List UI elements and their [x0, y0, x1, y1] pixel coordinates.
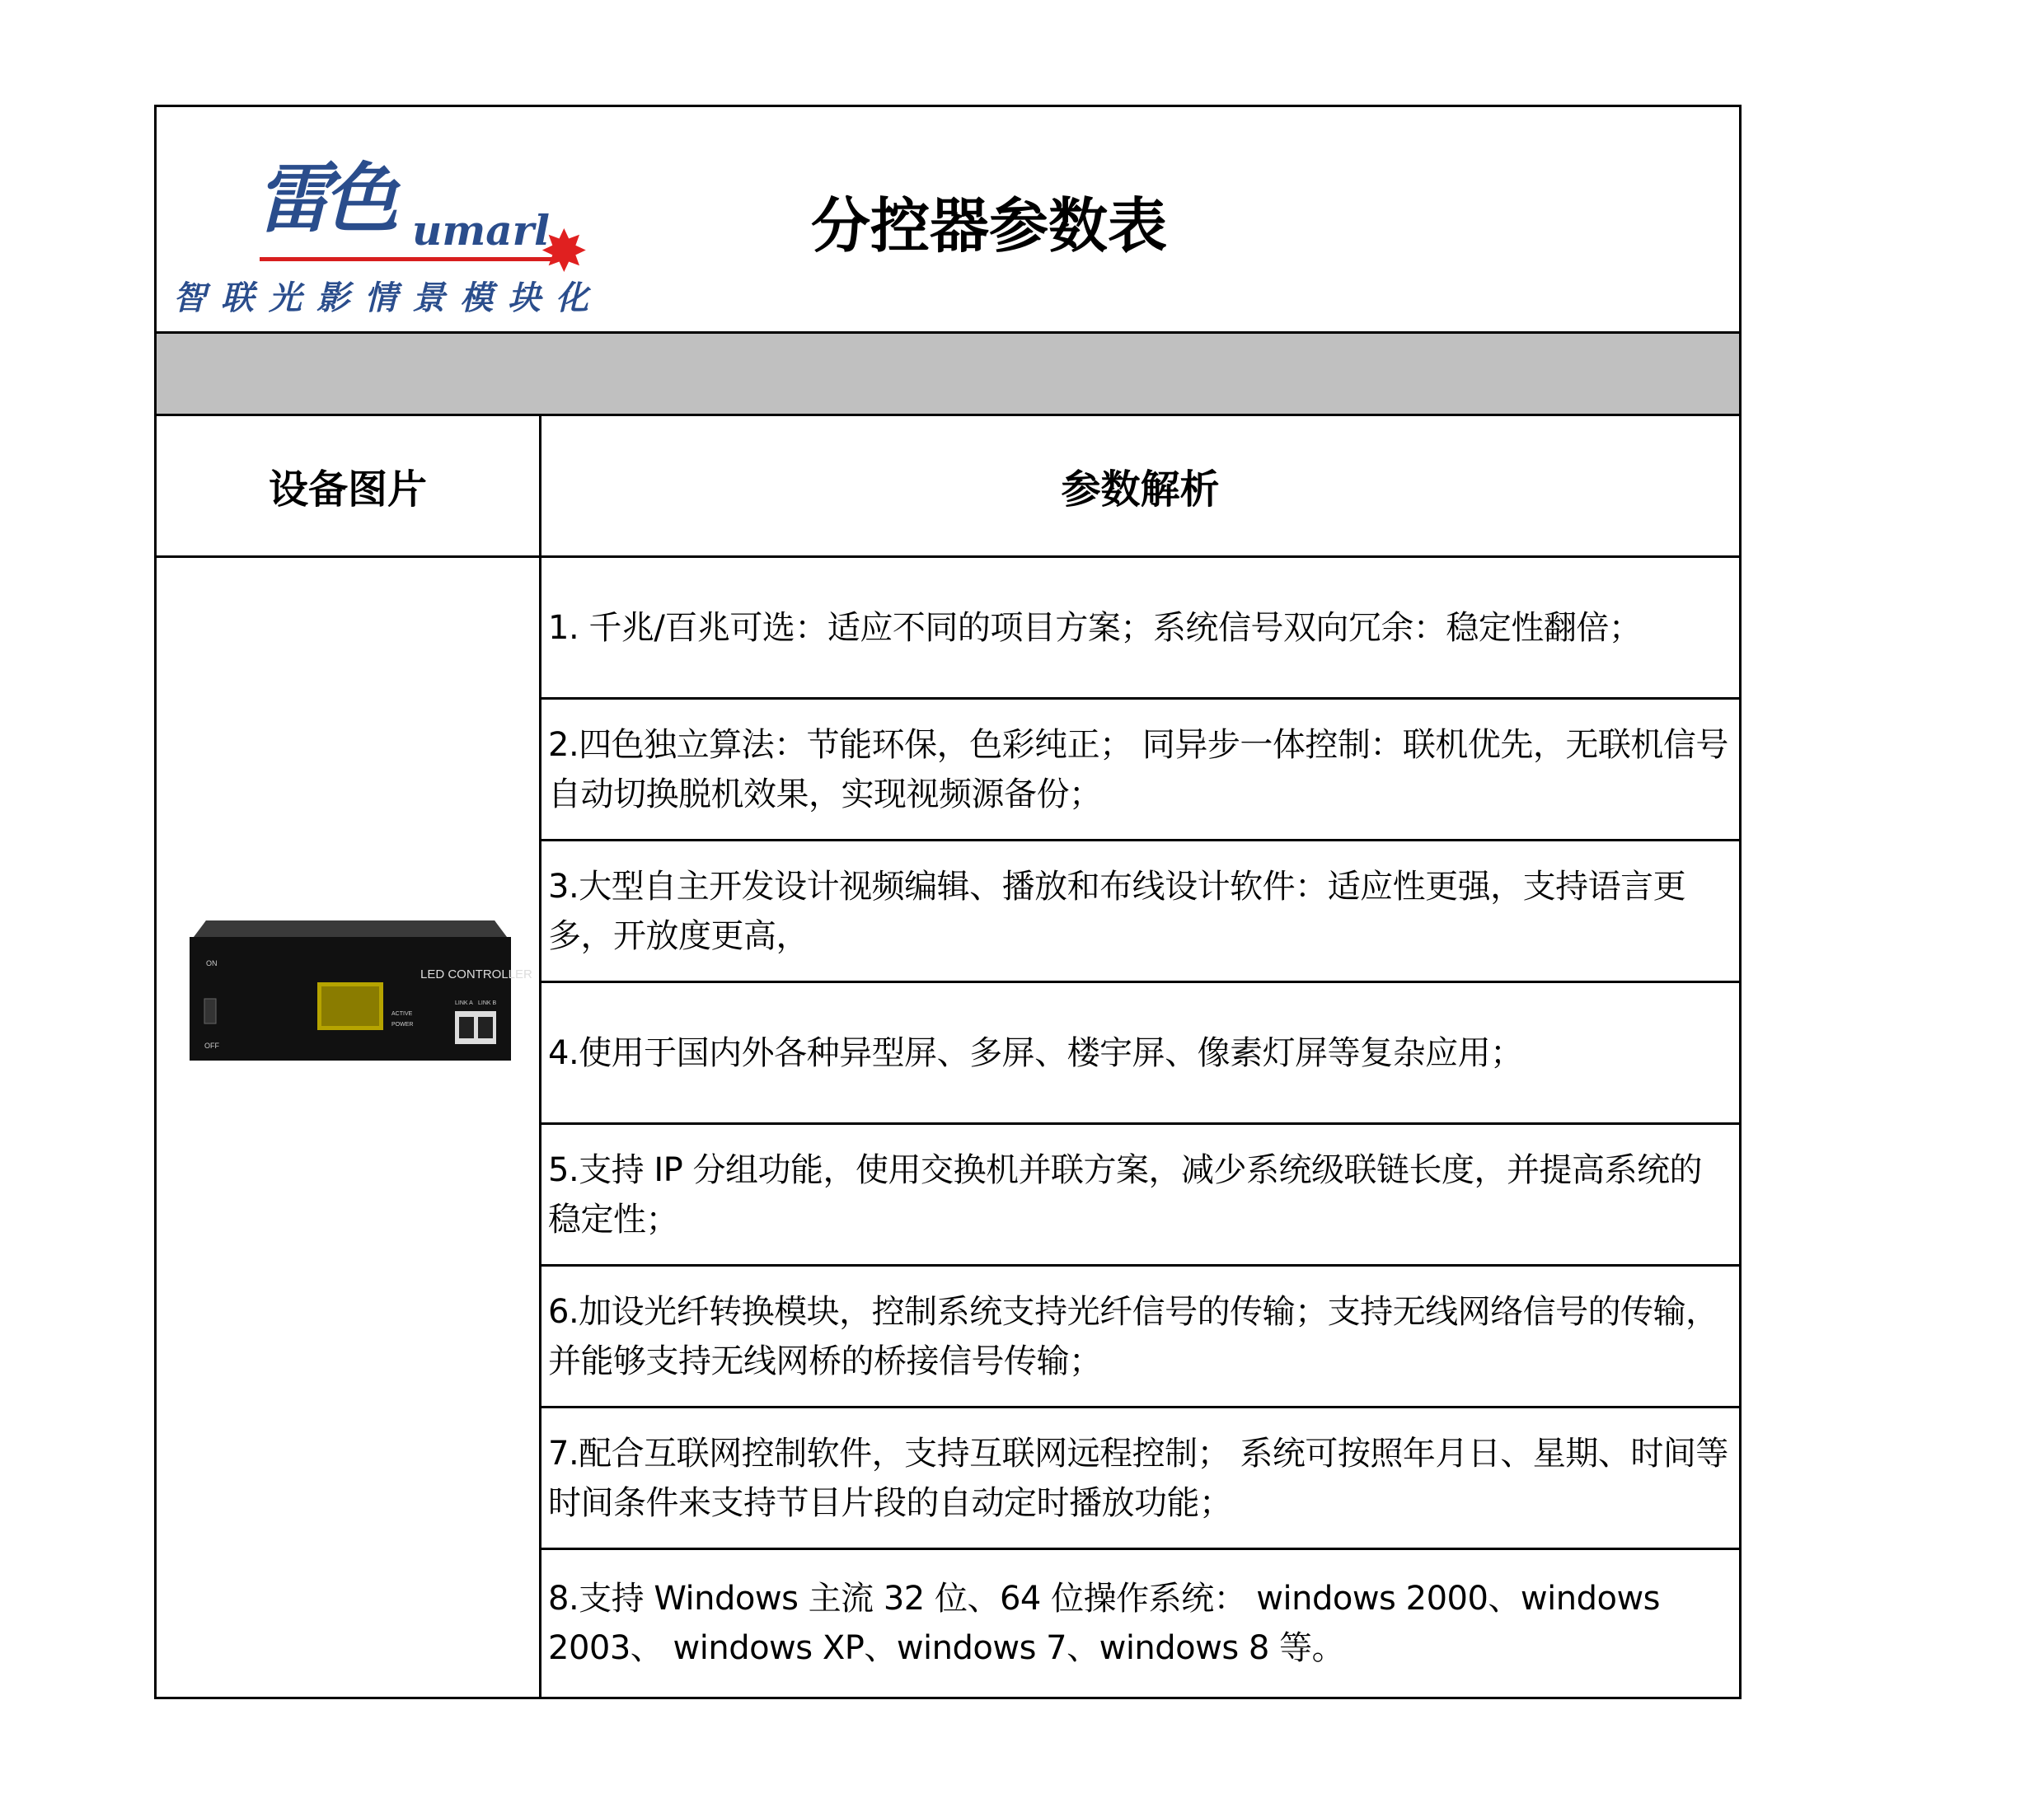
parameter-text: 3.大型自主开发设计视频编辑、播放和布线设计软件：适应性更强，支持语言更多，开放度更高， [548, 867, 1686, 955]
device-on-label: ON [206, 959, 218, 967]
parameter-row [541, 700, 1739, 841]
device-power-label: POWER [391, 1022, 414, 1028]
logo-red-line [260, 257, 565, 261]
parameter-text: 8.支持 Windows 主流 32 位、64 位操作系统： windows 2000、windows 2003、 windows XP、windows 7、windows 8 等。 [548, 1580, 1661, 1667]
device-image-cell [157, 558, 541, 1697]
sheet-header [157, 107, 1739, 334]
device-link-a-label: LINK A [455, 1000, 473, 1006]
parameter-row [541, 1550, 1739, 1697]
parameter-text: 2.四色独立算法：节能环保，色彩纯正； 同异步一体控制：联机优先，无联机信号自动切换脱机效果，实现视频源备份； [548, 725, 1728, 813]
parameter-row [541, 1408, 1739, 1550]
parameter-row [541, 983, 1739, 1125]
logo-slogan: 智联光影情景模块化 [173, 279, 603, 317]
parameter-rows [541, 558, 1739, 1697]
device-link-b-label: LINK B [478, 1000, 497, 1006]
device-label: LED CONTROLLER [420, 967, 532, 981]
logo-chinese-mark: 雷色 [256, 154, 391, 243]
laser-star-icon: ✸ [540, 218, 588, 285]
parameter-row [541, 841, 1739, 983]
parameter-text: 1. 千兆/百兆可选：适应不同的项目方案；系统信号双向冗余：稳定性翻倍； [548, 608, 1642, 647]
device-off-label: OFF [204, 1042, 219, 1050]
gray-band [157, 334, 1739, 416]
company-logo [173, 124, 635, 321]
parameter-row [541, 1125, 1739, 1267]
parameter-text: 6.加设光纤转换模块，控制系统支持光纤信号的传输；支持无线网络信号的传输，并能够支持无线网桥的桥接信号传输； [548, 1292, 1718, 1380]
parameter-text: 7.配合互联网控制软件，支持互联网远程控制； 系统可按照年月日、星期、时间等时间条件来支持节目片段的自动定时播放功能； [548, 1434, 1728, 1522]
logo-latin-mark: umarl [412, 206, 550, 255]
parameter-row [541, 558, 1739, 700]
column-header-device-image: 设备图片 [157, 416, 541, 558]
column-header-parameters: 参数解析 [541, 416, 1739, 558]
parameter-text: 5.支持 IP 分组功能，使用交换机并联方案，减少系统级联链长度，并提高系统的稳定性； [548, 1150, 1703, 1239]
parameter-sheet [154, 105, 1742, 1699]
page-title: 分控器参数表 [810, 190, 1167, 260]
device-active-label: ACTIVE [391, 1011, 413, 1017]
parameter-row [541, 1267, 1739, 1408]
parameter-text: 4.使用于国内外各种异型屏、多屏、楼宇屏、像素灯屏等复杂应用； [548, 1033, 1523, 1072]
led-controller-image [190, 912, 532, 1069]
